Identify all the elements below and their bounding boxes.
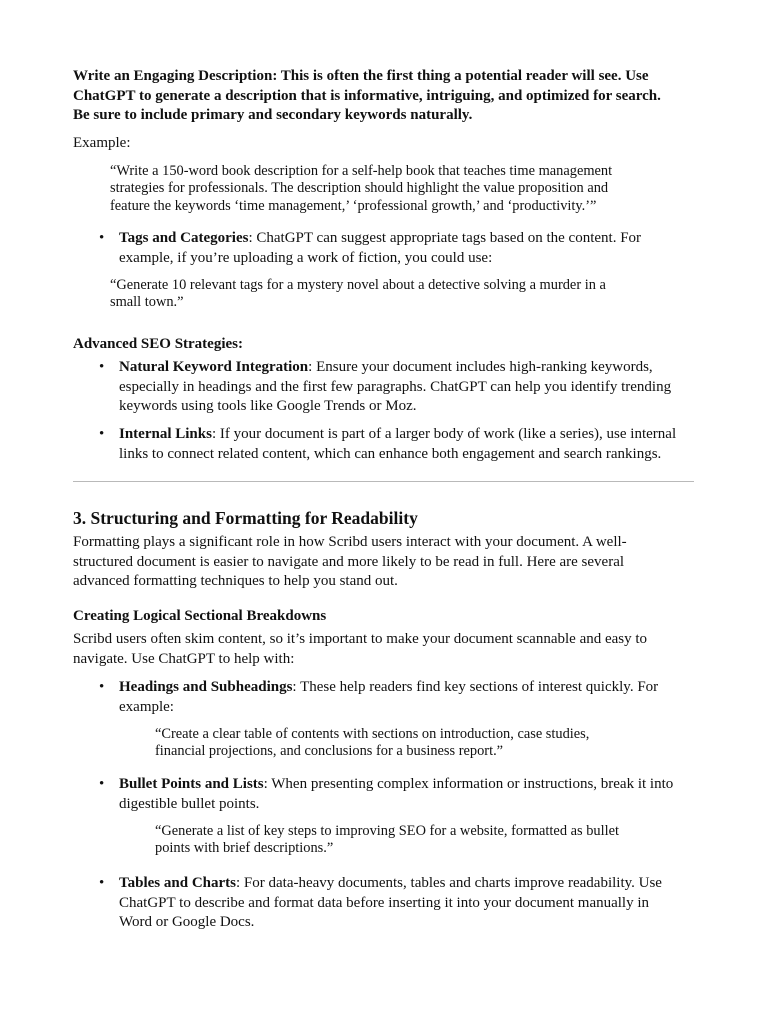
list-item-term: Headings and Subheadings [119,679,293,695]
paragraph-line: navigate. Use ChatGPT to help with: [73,650,295,667]
quote-line: “Write a 150-word book description for a self-help book that teaches time management [110,163,613,179]
quote-line: small town.” [110,294,184,311]
lead-line: ChatGPT to generate a description that is informative, intriguing, and optimized for search. [73,87,661,104]
list-item-line [119,358,671,378]
bullet-marker: • [99,875,105,891]
list-item-line: example: [119,698,174,715]
list-item-text: : ChatGPT can suggest appropriate tags based on the content. For [248,230,642,246]
subsection-paragraph [73,630,647,669]
list-item-text: : Ensure your document includes high-ranking keywords, [308,359,653,375]
bullet-marker: • [99,679,105,695]
quote-line: “Create a clear table of contents with sections on introduction, case studies, [155,726,590,742]
list-item-keyword-integration [119,358,671,417]
quote-line: points with brief descriptions.” [155,840,334,857]
quote-line: strategies for professionals. The description should highlight the value proposition and [110,180,609,197]
list-item-term: Natural Keyword Integration [119,359,309,375]
headings-quote [155,726,589,761]
list-item-term: Tags and Categories [119,230,249,246]
list-item-term: Bullet Points and Lists [119,776,264,792]
list-item-term: Internal Links [119,426,212,442]
list-item-line [119,425,676,445]
list-item-text: : If your document is part of a larger body of work (like a series), use internal [211,426,677,442]
list-item-bullet-points [119,775,673,814]
paragraph-line: advanced formatting techniques to help you stand out. [73,573,398,590]
list-item-line: keywords using tools like Google Trends or Moz. [119,398,417,415]
quote-line: financial projections, and conclusions for a business report.” [155,743,504,760]
section-divider [73,481,694,482]
list-item-text: : For data-heavy documents, tables and charts improve readability. Use [235,875,662,891]
bullet-marker: • [99,776,105,792]
list-item-line: Word or Google Docs. [119,914,255,931]
paragraph-line: Formatting plays a significant role in how Scribd users interact with your document. A well- [73,534,627,550]
lead-paragraph [73,67,661,126]
list-item-line: ChatGPT to describe and format data before inserting it into your document manually in [119,894,650,911]
list-item-line: digestible bullet points. [119,795,260,812]
list-item-line [119,678,658,698]
list-item-term: Tables and Charts [119,875,236,891]
bullet-marker: • [99,230,105,246]
list-item-text: : When presenting complex information or instructions, break it into [263,776,674,792]
list-item-line [119,229,641,249]
paragraph-line: Scribd users often skim content, so it’s important to make your document scannable and easy to [73,631,648,647]
bullet-points-quote [155,823,619,858]
quote-line: “Generate 10 relevant tags for a mystery novel about a detective solving a murder in a [110,277,606,293]
tags-quote [110,277,606,312]
list-item-text: : These help readers find key sections of interest quickly. For [292,679,659,695]
advanced-seo-heading: Advanced SEO Strategies: [73,336,243,352]
list-item-line: links to connect related content, which can enhance both engagement and search rankings. [119,445,662,462]
list-item-tags [119,229,641,268]
section-paragraph [73,533,627,592]
paragraph-line: structured document is easier to navigate and more likely to be read in full. Here are several [73,553,625,570]
list-item-line [119,775,673,795]
quote-line: “Generate a list of key steps to improving SEO for a website, formatted as bullet [155,823,619,839]
subsection-heading: Creating Logical Sectional Breakdowns [73,608,327,624]
section-heading: 3. Structuring and Formatting for Readability [73,508,418,528]
list-item-line: example, if you’re uploading a work of fiction, you could use: [119,249,493,266]
lead-line: Write an Engaging Description: This is often the first thing a potential reader will see. Use [73,68,649,84]
list-item-internal-links [119,425,676,464]
bullet-marker: • [99,426,105,442]
bullet-marker: • [99,359,105,375]
list-item-line [119,874,662,894]
list-item-line: especially in headings and the first few paragraphs. ChatGPT can help you identify trending [119,378,672,395]
example-quote [110,163,612,215]
example-label: Example: [73,135,131,151]
lead-line: Be sure to include primary and secondary keywords naturally. [73,107,473,124]
list-item-tables-charts [119,874,662,933]
list-item-headings [119,678,658,717]
quote-line: feature the keywords ‘time management,’ ‘professional growth,’ and ‘productivity.’” [110,197,597,214]
